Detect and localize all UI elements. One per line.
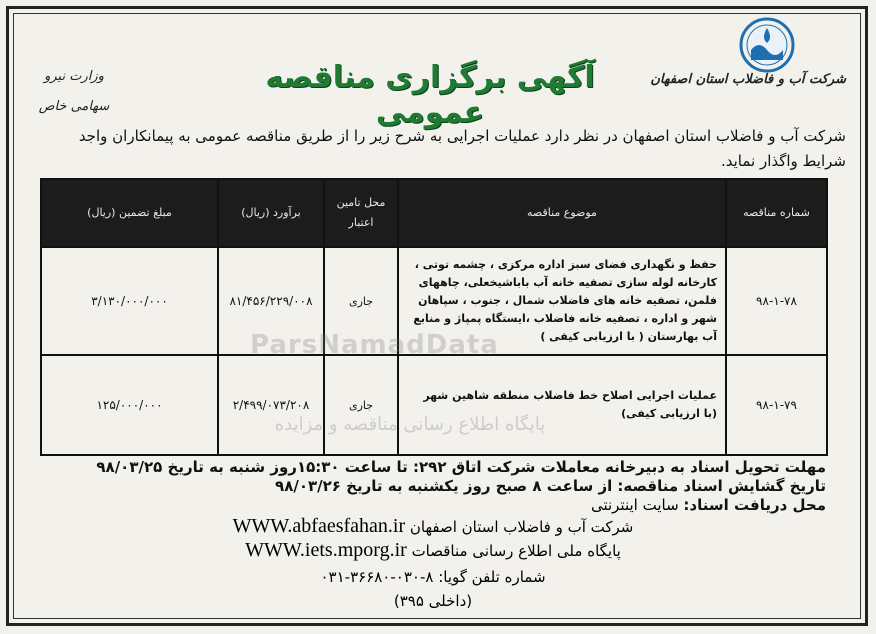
tender-guarantee: ۱۲۵/۰۰۰/۰۰۰ bbox=[41, 355, 218, 455]
website-label-2: پایگاه ملی اطلاع رسانی مناقصات bbox=[411, 542, 621, 560]
tender-estimate: ۸۱/۴۵۶/۲۲۹/۰۰۸ bbox=[218, 247, 324, 355]
tender-number: ۹۸-۱-۷۹ bbox=[726, 355, 827, 455]
tender-subject: حفظ و نگهداری فضای سبز اداره مرکزی ، چشمه توتی ، کارخانه لوله سازی تصفیه خانه آب باباشیخعلی، چاههای فلمن، تصفیه خانه های فاضلاب شمال ، جنوب ، سپاهان شهر و اداره ، تصفیه خانه فاضلاب ،ایستگاه پمپاژ و منابع آب بهارستان ( با ارزیابی کیفی ) bbox=[398, 247, 726, 355]
receipt-value: سایت اینترنتی bbox=[590, 496, 679, 514]
header-estimate: برآورد (ریال) bbox=[218, 179, 324, 247]
website-link-1[interactable]: WWW.abfaesfahan.ir bbox=[232, 515, 406, 537]
page-title: آگهی برگزاری مناقصه عمومی bbox=[265, 60, 595, 130]
header-funding: محل تامین اعتبار bbox=[324, 179, 398, 247]
website-line-1 bbox=[40, 517, 826, 537]
deadline-line: مهلت تحویل اسناد به دبیرخانه معاملات شرکت اتاق ۲۹۲: تا ساعت ۱۵:۳۰روز شنبه به تاریخ ۹۸/۰۳/۲۵ bbox=[96, 458, 826, 476]
company-type: سهامی خاص bbox=[38, 99, 110, 114]
tender-guarantee: ۳/۱۳۰/۰۰۰/۰۰۰ bbox=[41, 247, 218, 355]
tender-number: ۹۸-۱-۷۸ bbox=[726, 247, 827, 355]
website-link-2[interactable]: WWW.iets.mporg.ir bbox=[245, 539, 407, 561]
tender-estimate: ۲/۴۹۹/۰۷۳/۲۰۸ bbox=[218, 355, 324, 455]
watermark-brand: ParsNamadData bbox=[250, 330, 499, 360]
tender-funding: جاری bbox=[324, 355, 398, 455]
header-subject: موضوع مناقصه bbox=[398, 179, 726, 247]
intro-paragraph: شرکت آب و فاضلاب استان اصفهان در نظر دارد عملیات اجرایی به شرح زیر را از طریق مناقصه عمومی به پیمانکاران واجد شرایط واگذار نماید. bbox=[78, 127, 846, 170]
header-number: شماره مناقصه bbox=[726, 179, 827, 247]
ministry-name: وزارت نیرو bbox=[44, 69, 104, 84]
website-line-2 bbox=[40, 541, 826, 561]
header-guarantee: مبلغ تضمین (ریال) bbox=[41, 179, 218, 247]
opening-line: تاریخ گشایش اسناد مناقصه: از ساعت ۸ صبح روز یکشنبه به تاریخ ۹۸/۰۳/۲۶ bbox=[275, 477, 826, 495]
receipt-line bbox=[40, 496, 826, 515]
tender-funding: جاری bbox=[324, 247, 398, 355]
website-label-1: شرکت آب و فاضلاب استان اصفهان bbox=[409, 518, 634, 536]
extension-line: (داخلی ۳۹۵) bbox=[393, 592, 473, 610]
watermark-subtitle: پایگاه اطلاع رسانی مناقصه و مزایده bbox=[274, 414, 546, 435]
table-header-row bbox=[41, 179, 827, 247]
table-row bbox=[41, 355, 827, 455]
tender-subject: عملیات اجرایی اصلاح خط فاضلاب منطقه شاهین شهر (با ارزیابی کیفی) bbox=[398, 355, 726, 455]
phone-line: شماره تلفن گویا: ۸-۰۳۰-۳۶۶۸۰-۰۳۱ bbox=[320, 568, 546, 586]
receipt-label: محل دریافت اسناد: bbox=[683, 496, 826, 514]
water-company-logo-icon bbox=[738, 16, 796, 74]
company-name: شرکت آب و فاضلاب استان اصفهان bbox=[650, 72, 846, 87]
ministry-block bbox=[34, 62, 114, 122]
